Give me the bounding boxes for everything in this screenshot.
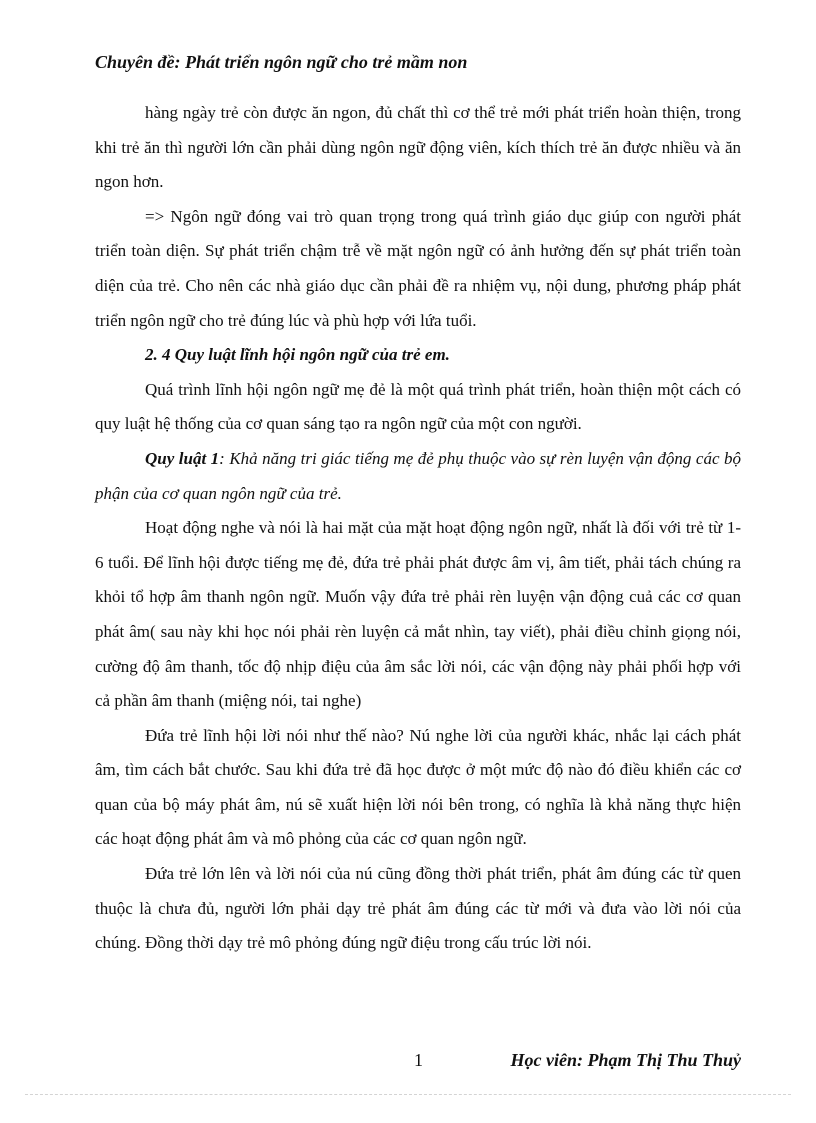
document-header-title: Chuyên đề: Phát triển ngôn ngữ cho trẻ mầm non: [95, 52, 468, 72]
document-body: [95, 96, 741, 961]
paragraph-4: Hoạt động nghe và nói là hai mặt của mặt hoạt động ngôn ngữ, nhất là đối với trẻ từ 1- 6 tuổi. Để lĩnh hội được tiếng mẹ đẻ, đứa trẻ phải phát được âm vị, âm tiết, phải tách chúng ra khỏi tổ hợp âm thanh ngôn ngữ. Muốn vậy đứa trẻ phải rèn luyện vận động cuả các cơ quan phát âm( sau này khi học nói phải rèn luyện cả mắt nhìn, tay viết), phải điều chỉnh giọng nói, cường độ âm thanh, tốc độ nhịp điệu của âm sắc lời nói, các vận động này phải phối hợp với cả phần âm thanh (miệng nói, tai nghe): [95, 518, 741, 711]
paragraph-2: => Ngôn ngữ đóng vai trò quan trọng trong quá trình giáo dục giúp con người phát triển toàn diện. Sự phát triển chậm trễ về mặt ngôn ngữ có ảnh hưởng đến sự phát triển toàn diện của trẻ. Cho nên các nhà giáo dục cần phải đề ra nhiệm vụ, nội dung, phương pháp phát triển ngôn ngữ cho trẻ đúng lúc và phù hợp với lứa tuổi.: [95, 206, 741, 330]
law-1-text: : Khả năng tri giác tiếng mẹ đẻ phụ thuộc vào sự rèn luyện vận động các bộ phận của cơ quan ngôn ngữ của trẻ.: [95, 448, 741, 503]
paragraph-3: Quá trình lĩnh hội ngôn ngữ mẹ đẻ là một quá trình phát triển, hoàn thiện một cách có quy luật hệ thống của cơ quan sáng tạo ra ngôn ngữ của một con người.: [95, 379, 741, 434]
footer-author: Học viên: Phạm Thị Thu Thuỷ: [510, 1050, 741, 1070]
paragraph-1: hàng ngày trẻ còn được ăn ngon, đủ chất thì cơ thể trẻ mới phát triển hoàn thiện, trong khi trẻ ăn thì người lớn cần phải dùng ngôn ngữ động viên, kích thích trẻ ăn được nhiều và ăn ngon hơn.: [95, 103, 741, 192]
law-1-paragraph: [95, 442, 741, 511]
paragraph-6: Đứa trẻ lớn lên và lời nói của nú cũng đồng thời phát triển, phát âm đúng các từ quen thuộc là chưa đủ, người lớn phải dạy trẻ phát âm đúng các từ mới và đưa vào lời nói của chúng. Đồng thời dạy trẻ mô phỏng đúng ngữ điệu trong cấu trúc lời nói.: [95, 864, 741, 953]
page-number: 1: [414, 1050, 423, 1070]
paragraph-5: Đứa trẻ lĩnh hội lời nói như thế nào? Nú nghe lời của người khác, nhắc lại cách phát âm, tìm cách bắt chước. Sau khi đứa trẻ đã học được ở một mức độ nào đó điều khiển các cơ quan của bộ máy phát âm, nú sẽ xuất hiện lời nói bên trong, có nghĩa là khả năng thực hiện các hoạt động phát âm và mô phỏng của các cơ quan ngôn ngữ.: [95, 725, 741, 849]
page-bottom-divider: [25, 1094, 791, 1095]
law-1-label: Quy luật 1: [145, 448, 220, 468]
section-heading: 2. 4 Quy luật lĩnh hội ngôn ngữ của trẻ em.: [145, 345, 450, 365]
